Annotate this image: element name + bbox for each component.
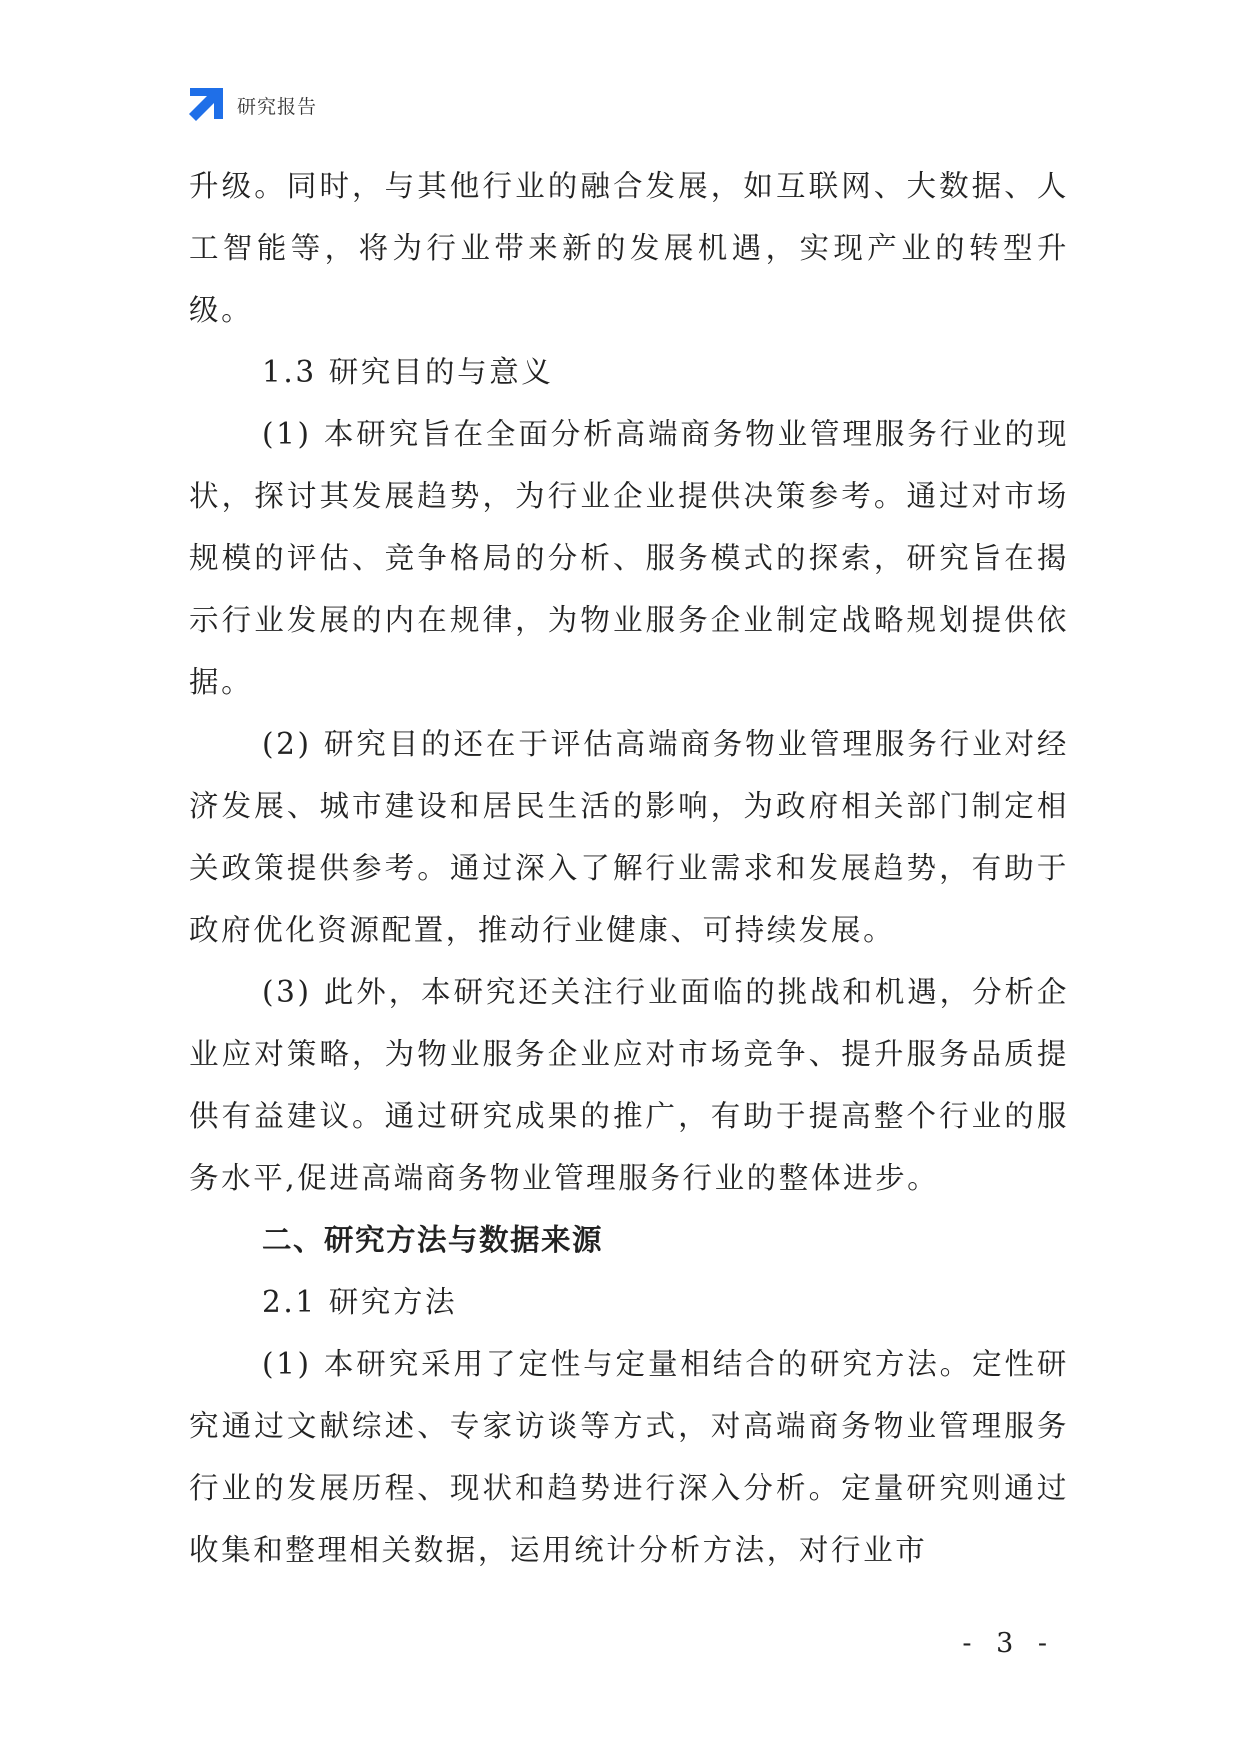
arrow-up-right-icon	[189, 88, 223, 122]
paragraph-continuation: 升级。同时，与其他行业的融合发展，如互联网、大数据、人工智能等，将为行业带来新的发展机遇，实现产业的转型升级。	[189, 169, 1069, 327]
subheading-1-3: 1.3 研究目的与意义	[262, 355, 554, 389]
report-header	[189, 88, 317, 122]
section-heading-2: 二、研究方法与数据来源	[262, 1223, 604, 1257]
document-body	[189, 155, 1069, 1581]
paragraph-purpose-3: (3) 此外，本研究还关注行业面临的挑战和机遇，分析企业应对策略，为物业服务企业应对市场竞争、提升服务品质提供有益建议。通过研究成果的推广，有助于提高整个行业的服务水平,促进高端商务物业管理服务行业的整体进步。	[189, 975, 1069, 1195]
header-title: 研究报告	[237, 95, 318, 118]
paragraph-method-1: (1) 本研究采用了定性与定量相结合的研究方法。定性研究通过文献综述、专家访谈等方式，对高端商务物业管理服务行业的发展历程、现状和趋势进行深入分析。定量研究则通过收集和整理相关数据，运用统计分析方法，对行业市	[189, 1347, 1069, 1567]
subheading-2-1: 2.1 研究方法	[262, 1285, 458, 1319]
page-number: - 3 -	[962, 1628, 1055, 1659]
paragraph-purpose-2: (2) 研究目的还在于评估高端商务物业管理服务行业对经济发展、城市建设和居民生活的影响，为政府相关部门制定相关政策提供参考。通过深入了解行业需求和发展趋势，有助于政府优化资源配置，推动行业健康、可持续发展。	[189, 727, 1069, 947]
paragraph-purpose-1: (1) 本研究旨在全面分析高端商务物业管理服务行业的现状，探讨其发展趋势，为行业企业提供决策参考。通过对市场规模的评估、竞争格局的分析、服务模式的探索，研究旨在揭示行业发展的内在规律，为物业服务企业制定战略规划提供依据。	[189, 417, 1069, 699]
